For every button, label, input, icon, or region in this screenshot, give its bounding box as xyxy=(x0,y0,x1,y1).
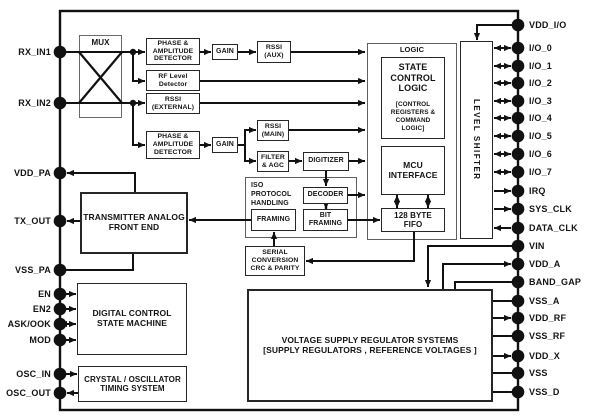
pin-dot-VSS_D xyxy=(512,386,525,399)
block-label-line: TIMING SYSTEM xyxy=(100,384,165,393)
pin-dot-SYS_CLK xyxy=(512,203,525,216)
pin-dot-VSS_RF xyxy=(512,330,525,343)
pin-label-OSC_OUT: OSC_OUT xyxy=(6,388,51,398)
arrowhead xyxy=(358,78,365,84)
pin-label-DATA_CLK: DATA_CLK xyxy=(529,223,578,233)
block-label-line: FIFO xyxy=(403,220,423,229)
block-sublabel xyxy=(391,101,435,134)
block-label-line: DIGITAL CONTROL xyxy=(92,308,172,319)
block-label-line: DIGITIZER xyxy=(308,157,344,165)
pin-label-I/O_1: I/O_1 xyxy=(529,61,553,71)
pin-label-TX_OUT: TX_OUT xyxy=(14,216,51,226)
wire xyxy=(455,282,518,289)
pin-dot-VSS xyxy=(512,367,525,380)
pin-label-VIN: VIN xyxy=(529,241,545,251)
pin-dot-VDD_A xyxy=(512,258,525,271)
block-label-line: STATE xyxy=(398,62,428,73)
wire xyxy=(60,254,133,270)
block-label-line: CRC & PARITY xyxy=(250,264,300,272)
pin-dot-EN2 xyxy=(54,303,67,316)
arrowhead xyxy=(323,179,329,186)
arrowhead xyxy=(425,280,431,287)
pin-label-EN: EN xyxy=(38,289,51,299)
arrowhead xyxy=(504,151,511,157)
block-label-line: (EXTERNAL) xyxy=(151,103,195,111)
arrowhead xyxy=(474,33,480,40)
pin-label-RX_IN1: RX_IN1 xyxy=(18,47,51,57)
arrowhead xyxy=(394,201,400,208)
pin-dot-BAND_GAP xyxy=(512,276,525,289)
block-filter-agc xyxy=(257,151,289,172)
pin-dot-TX_OUT xyxy=(54,215,67,228)
arrowhead xyxy=(504,80,511,86)
block-sublabel-line: LOGIC] xyxy=(401,125,425,133)
block-label-line: RSSI xyxy=(264,122,282,130)
block-label-line: LOGIC xyxy=(398,83,428,94)
block-label-line: FRAMING xyxy=(308,220,343,227)
block-rssi-external xyxy=(146,93,200,114)
block-label-line: SERIAL xyxy=(262,249,288,257)
wire xyxy=(133,52,145,81)
block-label-line: LEVEL SHIFTER xyxy=(472,99,482,181)
block-label-line: CONTROL xyxy=(390,72,436,83)
pin-dot-OSC_OUT xyxy=(54,387,67,400)
arrowhead xyxy=(394,195,400,202)
pin-dot-RX_IN1 xyxy=(54,46,67,59)
block-phase-amplitude-detector-main xyxy=(146,131,200,159)
pin-dot-VDD_X xyxy=(512,350,525,363)
pin-dot-MOD xyxy=(54,334,67,347)
arrowhead xyxy=(504,115,511,121)
pin-label-I/O_3: I/O_3 xyxy=(529,96,553,106)
pin-label-VSS: VSS xyxy=(529,368,548,378)
pin-dot-VDD_I/O xyxy=(512,19,525,32)
arrowhead xyxy=(494,98,501,104)
pin-dot-VSS_A xyxy=(512,295,525,308)
arrowhead xyxy=(249,127,256,133)
block-rssi-main xyxy=(257,120,289,141)
pin-dot-ASK/OOK xyxy=(54,318,67,331)
pin-dot-I/O_6 xyxy=(512,148,525,161)
block-label-line: AMPLITUDE xyxy=(152,141,194,149)
junction-dot xyxy=(130,49,136,55)
pin-dot-I/O_0 xyxy=(512,42,525,55)
block-phase-amplitude-detector-aux xyxy=(146,38,200,65)
pin-label-VDD_A: VDD_A xyxy=(529,259,561,269)
block-label-line: GAIN xyxy=(216,140,234,148)
block-label-line: HANDLING xyxy=(251,200,289,208)
block-label-line: FRONT END xyxy=(108,222,160,232)
pin-label-ASK/OOK: ASK/OOK xyxy=(7,319,51,329)
block-label-line: BIT xyxy=(319,211,332,219)
arrowhead xyxy=(67,170,74,176)
block-digital-control-state-machine xyxy=(77,283,187,355)
arrowhead xyxy=(138,78,145,84)
pin-dot-I/O_4 xyxy=(512,112,525,125)
arrowhead xyxy=(504,315,511,321)
arrowhead xyxy=(425,195,431,202)
block-gain-main xyxy=(212,137,238,153)
block-label-line: LOGIC xyxy=(399,45,425,54)
arrowhead xyxy=(504,45,511,51)
arrowhead xyxy=(358,158,365,164)
block-digitizer xyxy=(303,152,349,171)
pin-dot-VIN xyxy=(512,240,525,253)
block-label-line: MUX xyxy=(91,38,110,47)
block-label-line: (AUX) xyxy=(264,52,284,59)
block-label-line: AMPLITUDE xyxy=(152,47,194,55)
block-label-line: (MAIN) xyxy=(261,130,285,138)
pin-label-EN2: EN2 xyxy=(32,304,51,314)
block-framing xyxy=(251,209,296,231)
pin-dot-VDD_RF xyxy=(512,312,525,325)
pin-dot-I/O_7 xyxy=(512,166,525,179)
block-voltage-supply-regulator-systems xyxy=(247,289,493,402)
arrowhead xyxy=(358,49,365,55)
arrowhead xyxy=(504,188,511,194)
arrowhead xyxy=(204,142,211,148)
block-fifo-128-byte xyxy=(381,208,445,232)
arrowhead xyxy=(69,306,76,312)
block-label-line: CRYSTAL / OSCILLATOR xyxy=(84,374,181,384)
pin-label-BAND_GAP: BAND_GAP xyxy=(529,277,582,287)
arrowhead xyxy=(494,133,501,139)
block-label-line: VOLTAGE SUPPLY REGULATOR SYSTEMS xyxy=(281,334,459,345)
arrowhead xyxy=(138,100,145,106)
block-label-line: DETECTOR xyxy=(153,55,193,63)
wire xyxy=(477,25,518,40)
arrowhead xyxy=(358,127,365,133)
pin-label-VDD_PA: VDD_PA xyxy=(13,168,51,178)
block-label-line: DETECTOR xyxy=(153,148,193,156)
arrowhead xyxy=(249,158,256,164)
arrowhead xyxy=(373,217,380,223)
block-mcu-interface xyxy=(381,146,445,195)
arrowhead xyxy=(504,98,511,104)
block-bit-framing xyxy=(303,209,348,231)
arrowhead xyxy=(138,49,145,55)
arrowhead xyxy=(249,49,256,55)
block-serial-conversion-crc-parity xyxy=(245,246,305,276)
pin-dot-RX_IN2 xyxy=(54,97,67,110)
arrowhead xyxy=(494,225,501,231)
pin-label-VSS_A: VSS_A xyxy=(529,296,560,306)
arrowhead xyxy=(70,371,77,377)
block-label-line: RSSI xyxy=(164,95,182,103)
arrowhead xyxy=(138,142,145,148)
arrowhead xyxy=(271,232,277,239)
junction-dot xyxy=(130,100,136,106)
block-label-line: FRAMING xyxy=(256,215,291,223)
pin-label-I/O_0: I/O_0 xyxy=(529,43,553,53)
pin-dot-I/O_5 xyxy=(512,130,525,143)
pin-dot-OSC_IN xyxy=(54,368,67,381)
pin-dot-VDD_PA xyxy=(54,167,67,180)
arrowhead xyxy=(494,80,501,86)
arrowhead xyxy=(189,217,196,223)
block-gain-aux xyxy=(212,44,238,60)
pin-label-IRQ: IRQ xyxy=(529,186,546,196)
arrowhead xyxy=(504,133,511,139)
arrowhead xyxy=(69,291,76,297)
block-level-shifter xyxy=(460,41,493,239)
block-label-line: PHASE & xyxy=(157,133,189,141)
arrowhead xyxy=(358,192,365,198)
arrowhead xyxy=(358,100,365,106)
block-label-line: Detector xyxy=(158,80,188,88)
pin-dot-I/O_2 xyxy=(512,77,525,90)
pin-dot-DATA_CLK xyxy=(512,222,525,235)
arrowhead xyxy=(67,218,74,224)
block-label-line: FILTER xyxy=(261,153,285,161)
pin-label-I/O_5: I/O_5 xyxy=(529,131,553,141)
block-sublabel-line: [CONTROL xyxy=(395,100,431,108)
arrowhead xyxy=(295,158,302,164)
block-label-line: STATE MACHINE xyxy=(97,318,167,328)
block-label-line: & AGC xyxy=(261,161,285,169)
arrowhead xyxy=(504,261,511,267)
arrowhead xyxy=(69,337,76,343)
arrowhead xyxy=(494,169,501,175)
pin-label-VDD_RF: VDD_RF xyxy=(529,313,567,323)
pin-label-VDD_X: VDD_X xyxy=(529,351,561,361)
pin-label-I/O_4: I/O_4 xyxy=(529,113,553,123)
block-label-line: PHASE & xyxy=(157,39,189,47)
arrowhead xyxy=(504,169,511,175)
block-decoder xyxy=(303,187,348,204)
arrowhead xyxy=(69,321,76,327)
pin-label-RX_IN2: RX_IN2 xyxy=(18,98,51,108)
block-rssi-aux xyxy=(257,41,291,63)
pin-label-VSS_D: VSS_D xyxy=(529,387,560,397)
arrowhead xyxy=(494,45,501,51)
arrowhead xyxy=(504,63,511,69)
block-label-line: INTERFACE xyxy=(388,169,438,180)
block-state-control-logic xyxy=(381,57,445,139)
arrowhead xyxy=(504,353,511,359)
block-sublabel-line: REGISTERS & xyxy=(390,108,436,116)
block-label-line: RF Level xyxy=(158,72,188,80)
arrowhead xyxy=(504,206,511,212)
pin-dot-I/O_1 xyxy=(512,60,525,73)
block-label-line: GAIN xyxy=(216,47,234,55)
arrowhead xyxy=(494,151,501,157)
pin-label-VSS_PA: VSS_PA xyxy=(14,265,51,275)
wire xyxy=(306,232,414,261)
block-rf-level-detector xyxy=(146,70,200,91)
block-label-line: TRANSMITTER ANALOG xyxy=(83,212,185,223)
wire xyxy=(443,264,511,289)
wire xyxy=(67,173,135,192)
block-label-line: 128 BYTE xyxy=(394,210,432,220)
wire xyxy=(133,103,145,145)
block-label-line: [SUPPLY REGULATORS , REFERENCE VOLTAGES ] xyxy=(263,344,477,355)
block-label-line: CONVERSION xyxy=(251,257,299,265)
block-label-line: MCU xyxy=(403,159,423,170)
block-label-line: RSSI xyxy=(265,44,283,52)
wire xyxy=(238,130,256,145)
pin-dot-VSS_PA xyxy=(54,264,67,277)
block-crystal-oscillator-timing-system xyxy=(78,366,187,402)
arrowhead xyxy=(425,201,431,208)
pin-dot-EN xyxy=(54,288,67,301)
block-label-line: ISO xyxy=(251,182,264,189)
pin-label-MOD: MOD xyxy=(29,335,51,345)
pin-label-VSS_RF: VSS_RF xyxy=(529,331,566,341)
pin-dot-IRQ xyxy=(512,185,525,198)
pin-label-VDD_I/O: VDD_I/O xyxy=(529,20,567,30)
pin-label-SYS_CLK: SYS_CLK xyxy=(529,204,572,214)
arrowhead xyxy=(494,115,501,121)
block-sublabel-line: COMMAND xyxy=(395,117,431,125)
pin-label-I/O_7: I/O_7 xyxy=(529,167,553,177)
block-label-line: DECODER xyxy=(307,191,344,199)
block-transmitter-analog-front-end xyxy=(80,192,188,254)
pin-label-I/O_2: I/O_2 xyxy=(529,78,553,88)
pin-label-I/O_6: I/O_6 xyxy=(529,149,553,159)
pin-dot-I/O_3 xyxy=(512,95,525,108)
arrowhead xyxy=(204,49,211,55)
arrowhead xyxy=(67,390,74,396)
arrowhead xyxy=(306,258,313,264)
pin-label-OSC_IN: OSC_IN xyxy=(16,369,51,379)
block-label-line: PROTOCOL xyxy=(251,191,292,199)
arrowhead xyxy=(494,63,501,69)
